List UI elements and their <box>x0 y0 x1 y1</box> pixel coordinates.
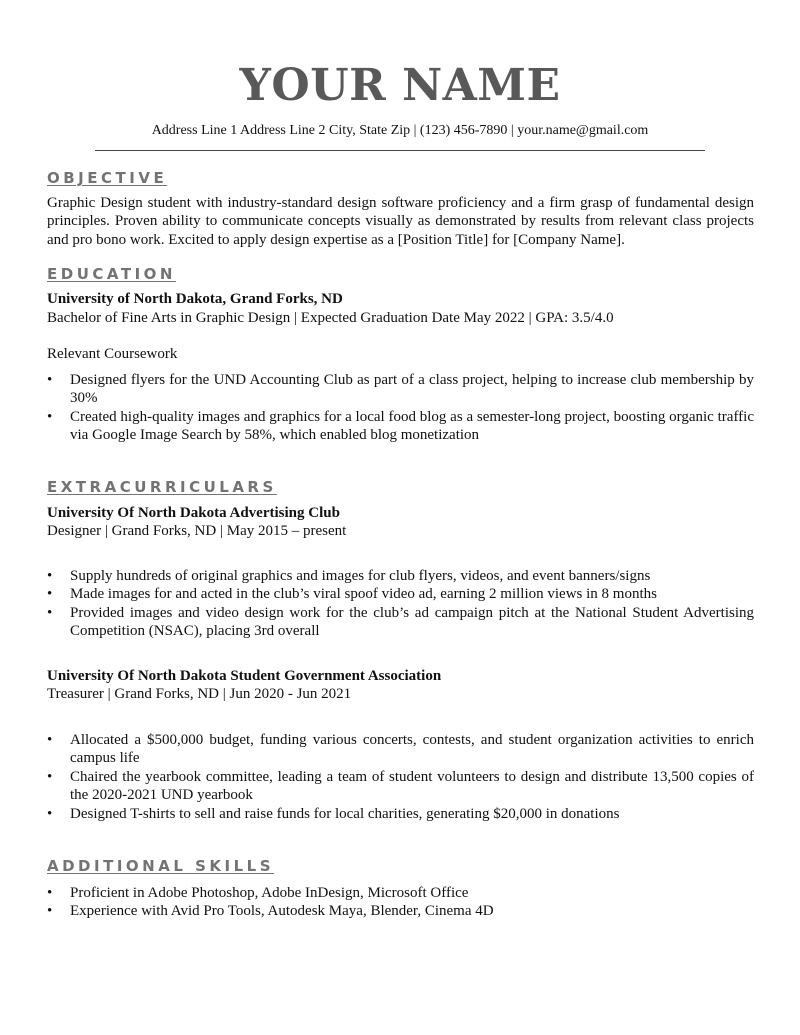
list-item: • Supply hundreds of original graphics and images for club flyers, videos, and event banners/signs <box>47 567 754 585</box>
contact-line: Address Line 1 Address Line 2 City, State Zip | (123) 456-7890 | your.name@gmail.com <box>151 123 649 138</box>
section-title-education: EDUCATION <box>47 265 176 283</box>
list-item: • Experience with Avid Pro Tools, Autodesk Maya, Blender, Cinema 4D <box>47 902 754 920</box>
list-item: • Proficient in Adobe Photoshop, Adobe InDesign, Microsoft Office <box>47 884 754 902</box>
education-degree: Bachelor of Fine Arts in Graphic Design | Expected Graduation Date May 2022 | GPA: 3.5/4.0 <box>47 310 614 326</box>
list-item: • Designed flyers for the UND Accounting Club as part of a class project, helping to increase club membership by 30% <box>47 371 754 408</box>
coursework-label: Relevant Coursework <box>47 346 178 362</box>
header-divider <box>95 150 705 151</box>
extracurricular-bullet-list <box>47 567 754 641</box>
objective-text: Graphic Design student with industry-standard design software proficiency and a firm grasp of fundamental design principles. Proven ability to communicate concepts visually as demonstrated by results from relevant class projects and pro bono work. Excited to apply design expertise as a [Position Title] for [Company Name]. <box>47 195 754 248</box>
list-item: • Chaired the yearbook committee, leading a team of student volunteers to design and distribute 13,500 copies of the 2020-2021 UND yearbook <box>47 768 754 805</box>
extracurricular-role: Designer | Grand Forks, ND | May 2015 – present <box>47 523 347 539</box>
section-title-additional-skills: ADDITIONAL SKILLS <box>47 857 275 875</box>
extracurricular-bullet-list <box>47 731 754 823</box>
list-item: • Designed T-shirts to sell and raise funds for local charities, generating $20,000 in donations <box>47 805 754 823</box>
list-item: • Created high-quality images and graphics for a local food blog as a semester-long project, boosting organic traffic via Google Image Search by 58%, which enabled blog monetization <box>47 408 754 445</box>
extracurricular-org: University Of North Dakota Advertising Club <box>47 505 340 521</box>
skills-bullet-list <box>47 884 754 921</box>
list-item: • Allocated a $500,000 budget, funding various concerts, contests, and student organization activities to enrich campus life <box>47 731 754 768</box>
extracurricular-role: Treasurer | Grand Forks, ND | Jun 2020 - Jun 2021 <box>47 686 352 702</box>
section-title-objective: OBJECTIVE <box>47 169 168 187</box>
education-bullet-list <box>47 371 754 445</box>
section-title-extracurriculars: EXTRACURRICULARS <box>47 478 277 496</box>
list-item: • Provided images and video design work for the club’s ad campaign pitch at the National Student Advertising Competition (NSAC), placing 3rd overall <box>47 604 754 641</box>
extracurricular-org: University Of North Dakota Student Government Association <box>47 668 442 684</box>
list-item: • Made images for and acted in the club’s viral spoof video ad, earning 2 million views in 8 months <box>47 585 754 603</box>
education-school: University of North Dakota, Grand Forks, ND <box>47 291 343 307</box>
candidate-name: YOUR NAME <box>239 60 561 111</box>
